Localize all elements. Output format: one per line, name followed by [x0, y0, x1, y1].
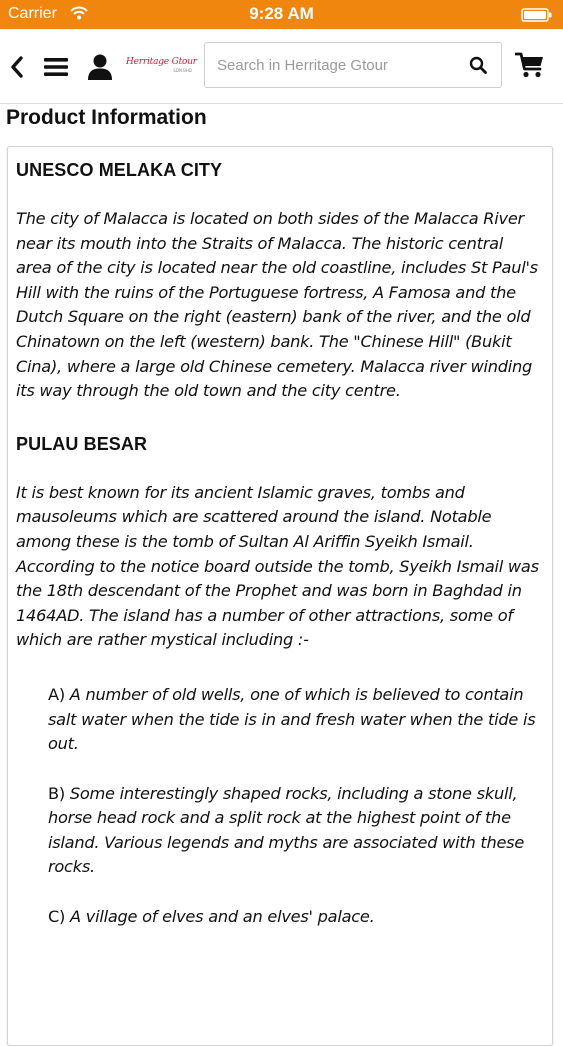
brand-logo[interactable]	[126, 57, 197, 79]
section-description: The city of Malacca is located on both sides of the Malacca River near its mouth into the Straits of Malacca. The historic central area of the city is located near the old coastline, includes St Paul's Hill with the ruins of the Portuguese fortress, A Famosa and the Dutch Square on the right (eastern) bank of the river, and the old Chinatown on the left (western) bank. The "Chinese Hill" (Bukit Cina), where a large old Chinese cemetery. Malacca river winding its way through the old town and the city centre.	[16, 209, 538, 401]
page-title: Product Information	[6, 106, 207, 129]
list-item-marker: C)	[48, 907, 66, 927]
cart-icon[interactable]	[515, 51, 545, 79]
list-item	[48, 782, 543, 880]
menu-icon[interactable]	[42, 57, 70, 77]
battery-icon	[521, 8, 553, 22]
list-item-text: A number of old wells, one of which is believed to contain salt water when the tide is in and fresh water when the tide is out.	[48, 684, 536, 754]
section-description: It is best known for its ancient Islamic graves, tombs and mausoleums which are scattered around the island. Notable among these is the tomb of Sultan Al Ariffin Syeikh Ismail. According to the notice board outside the tomb, Syeikh Ismail was the 18th descendant of the Prophet and was born in Baghdad in 1464AD. The island has a number of other attractions, some of which are rather mystical including :-	[16, 482, 539, 650]
section-title: UNESCO MELAKA CITY	[16, 160, 223, 180]
navigation-bar	[0, 29, 563, 104]
list-item-text: Some interestingly shaped rocks, including a stone skull, horse head rock and a split rock at the highest point of the island. Various legends and myths are associated with these rocks.	[48, 783, 525, 877]
list-item-marker: A)	[48, 684, 65, 704]
carrier-label: Carrier	[8, 5, 57, 22]
product-info-card	[7, 146, 553, 1046]
user-icon[interactable]	[86, 53, 114, 81]
search-bar	[204, 42, 502, 88]
product-info-body	[8, 147, 552, 930]
section-title: PULAU BESAR	[16, 433, 148, 454]
search-icon[interactable]	[469, 56, 487, 74]
list-item	[48, 683, 543, 757]
back-icon[interactable]	[8, 55, 26, 79]
list-item-marker: B)	[48, 783, 65, 803]
search-input[interactable]	[217, 43, 457, 87]
attractions-list	[16, 683, 543, 930]
list-item-text: A village of elves and an elves' palace.	[70, 907, 375, 927]
list-item	[48, 905, 543, 930]
brand-logo-tagline: SDN BHD	[173, 68, 192, 73]
status-bar	[0, 0, 563, 29]
status-time: 9:28 AM	[249, 4, 314, 23]
brand-logo-text: Herritage Gtour	[126, 57, 197, 67]
